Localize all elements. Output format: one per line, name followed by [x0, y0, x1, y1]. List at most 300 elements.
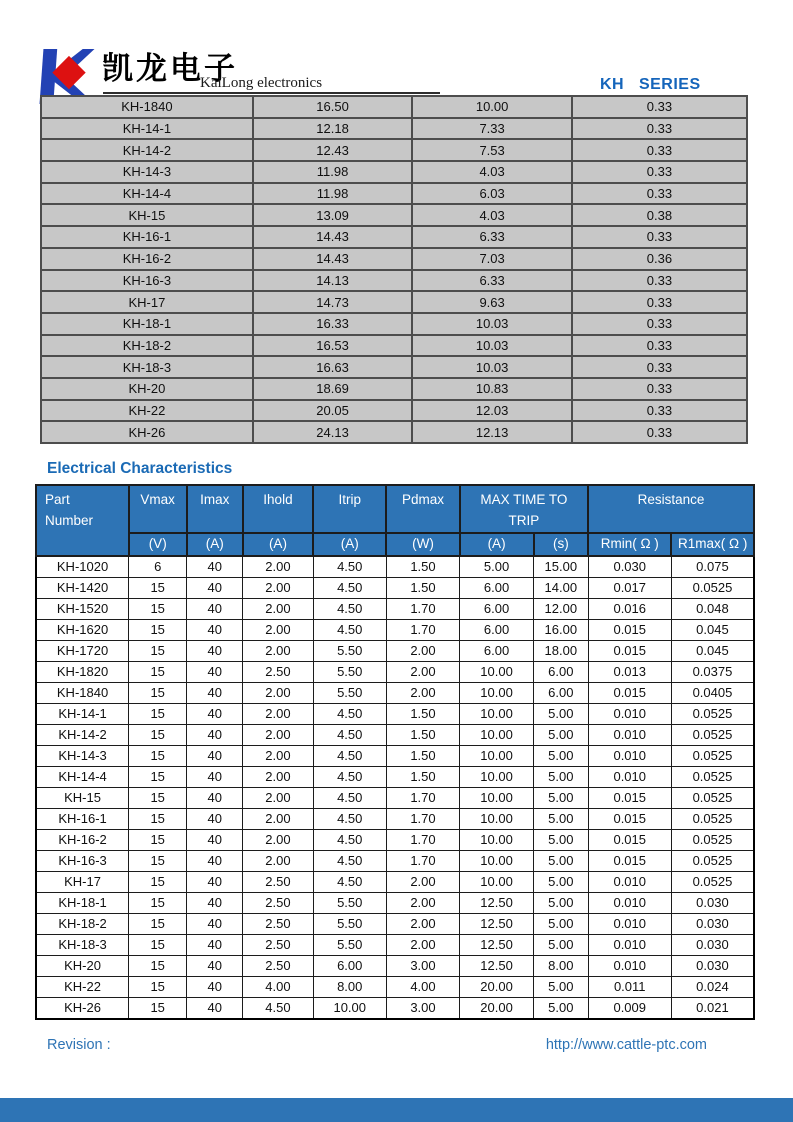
table-cell: 2.00 — [243, 850, 313, 871]
table-cell: 40 — [187, 703, 243, 724]
table-cell: 2.00 — [386, 661, 459, 682]
table-cell: 0.33 — [572, 378, 747, 400]
table-row — [41, 161, 747, 183]
table-cell: 0.015 — [588, 808, 671, 829]
table-cell: 0.33 — [572, 356, 747, 378]
table-cell: 0.0525 — [671, 766, 754, 787]
table-cell: 4.00 — [386, 976, 459, 997]
table-row — [36, 997, 754, 1019]
table-cell: 15 — [129, 661, 187, 682]
table-cell: 1.50 — [386, 766, 459, 787]
table-cell: 0.010 — [588, 871, 671, 892]
table-cell: 0.0525 — [671, 871, 754, 892]
table-cell: 0.0525 — [671, 808, 754, 829]
table-cell: 10.00 — [460, 682, 534, 703]
table-cell: 0.010 — [588, 745, 671, 766]
table-cell: 0.021 — [671, 997, 754, 1019]
table-cell: 0.0525 — [671, 724, 754, 745]
table-cell: 5.00 — [534, 913, 589, 934]
brand-name-english: KaiLong electronics — [200, 75, 323, 91]
table-cell: 18.00 — [534, 640, 589, 661]
table-row — [41, 291, 747, 313]
table-cell: 0.33 — [572, 400, 747, 422]
table-cell: KH-20 — [36, 955, 129, 976]
table-cell: 6.00 — [534, 682, 589, 703]
table-cell: 0.0375 — [671, 661, 754, 682]
table-row — [36, 829, 754, 850]
unit-rmin: Rmin( Ω ) — [588, 533, 671, 556]
table-cell: 4.50 — [313, 850, 386, 871]
table-cell: 15 — [129, 871, 187, 892]
table-row — [36, 598, 754, 619]
table-cell: 14.73 — [253, 291, 413, 313]
table-cell: 2.00 — [243, 703, 313, 724]
table-cell: 0.33 — [572, 291, 747, 313]
table-cell: 0.010 — [588, 934, 671, 955]
table-cell: 40 — [187, 556, 243, 578]
table-cell: 0.024 — [671, 976, 754, 997]
table-cell: 15 — [129, 682, 187, 703]
table-cell: 24.13 — [253, 421, 413, 443]
table-cell: 40 — [187, 829, 243, 850]
table-cell: KH-1620 — [36, 619, 129, 640]
table-cell: 40 — [187, 787, 243, 808]
table-cell: 0.013 — [588, 661, 671, 682]
table-cell: 5.00 — [534, 724, 589, 745]
table-cell: KH-16-2 — [41, 248, 253, 270]
table-cell: 40 — [187, 745, 243, 766]
table-cell: 4.00 — [243, 976, 313, 997]
table-cell: 40 — [187, 619, 243, 640]
table-cell: 5.50 — [313, 661, 386, 682]
table-cell: 40 — [187, 913, 243, 934]
table-cell: KH-14-2 — [36, 724, 129, 745]
table-cell: 2.00 — [386, 682, 459, 703]
unit-itrip: (A) — [313, 533, 386, 556]
table-cell: KH-14-4 — [41, 183, 253, 205]
table-cell: KH-17 — [41, 291, 253, 313]
website-link[interactable]: http://www.cattle-ptc.com — [545, 1037, 707, 1053]
table-cell: 2.00 — [243, 829, 313, 850]
table-cell: KH-20 — [41, 378, 253, 400]
table-cell: 2.00 — [243, 640, 313, 661]
table-cell: 0.0405 — [671, 682, 754, 703]
table-cell: KH-18-1 — [36, 892, 129, 913]
table-cell: 2.00 — [243, 787, 313, 808]
table-cell: 4.50 — [313, 556, 386, 578]
table-cell: 5.00 — [534, 850, 589, 871]
table-cell: 3.00 — [386, 955, 459, 976]
table-cell: 7.33 — [412, 118, 572, 140]
table-cell: 40 — [187, 976, 243, 997]
table-cell: 0.015 — [588, 640, 671, 661]
table-cell: 15 — [129, 997, 187, 1019]
table-cell: 10.00 — [460, 766, 534, 787]
table-row — [41, 400, 747, 422]
table-cell: 0.010 — [588, 766, 671, 787]
table-cell: 5.50 — [313, 934, 386, 955]
table-cell: 0.045 — [671, 619, 754, 640]
table-cell: KH-18-2 — [41, 335, 253, 357]
table-cell: 0.010 — [588, 724, 671, 745]
max-time-line2: TRIP — [508, 512, 540, 528]
table-row — [41, 183, 747, 205]
table-cell: 0.030 — [671, 913, 754, 934]
col-header-max-time-to-trip — [460, 485, 589, 533]
table-cell: KH-22 — [41, 400, 253, 422]
table-cell: KH-18-3 — [36, 934, 129, 955]
electrical-characteristics-title: Electrical Characteristics — [47, 460, 233, 477]
table-cell: 10.00 — [460, 808, 534, 829]
table-cell: 0.075 — [671, 556, 754, 578]
table-cell: 5.00 — [460, 556, 534, 578]
table-cell: 5.50 — [313, 913, 386, 934]
table-cell: 0.015 — [588, 850, 671, 871]
table-cell: 40 — [187, 892, 243, 913]
table-cell: 5.00 — [534, 934, 589, 955]
table-cell: KH-14-1 — [41, 118, 253, 140]
col-header-pdmax: Pdmax — [386, 485, 459, 533]
table-cell: 4.50 — [313, 766, 386, 787]
table-row — [41, 226, 747, 248]
brand-name-chinese: 凯龙电子 — [102, 51, 238, 87]
table-cell: 0.045 — [671, 640, 754, 661]
table-cell: 6.00 — [460, 577, 534, 598]
table-cell: 2.50 — [243, 934, 313, 955]
table-cell: 0.38 — [572, 204, 747, 226]
table-cell: 10.03 — [412, 313, 572, 335]
table-row — [36, 766, 754, 787]
table-row — [36, 892, 754, 913]
table-cell: 0.015 — [588, 619, 671, 640]
table-cell: 16.00 — [534, 619, 589, 640]
table-row — [36, 955, 754, 976]
table-cell: 14.43 — [253, 248, 413, 270]
table-cell: 16.53 — [253, 335, 413, 357]
table-cell: 12.50 — [460, 934, 534, 955]
unit-r1max: R1max( Ω ) — [671, 533, 754, 556]
table-row — [36, 976, 754, 997]
table-cell: 0.030 — [671, 955, 754, 976]
table-cell: 0.010 — [588, 892, 671, 913]
table-cell: 15 — [129, 598, 187, 619]
table-cell: 0.010 — [588, 703, 671, 724]
table-cell: 0.048 — [671, 598, 754, 619]
letterhead-rule — [103, 92, 440, 94]
table-cell: 0.33 — [572, 270, 747, 292]
table-cell: 10.00 — [460, 724, 534, 745]
table-row — [36, 745, 754, 766]
table-cell: KH-14-3 — [36, 745, 129, 766]
table-cell: KH-16-1 — [36, 808, 129, 829]
table-cell: 10.00 — [412, 96, 572, 118]
table-cell: 14.43 — [253, 226, 413, 248]
table-row — [36, 934, 754, 955]
table-cell: 11.98 — [253, 161, 413, 183]
table-cell: 10.03 — [412, 356, 572, 378]
table-cell: 14.13 — [253, 270, 413, 292]
table-cell: 5.00 — [534, 703, 589, 724]
table-cell: 40 — [187, 598, 243, 619]
table-cell: 2.00 — [243, 577, 313, 598]
table-cell: 40 — [187, 640, 243, 661]
table-cell: 0.015 — [588, 829, 671, 850]
table-cell: 5.00 — [534, 997, 589, 1019]
table-cell: 0.017 — [588, 577, 671, 598]
table-cell: 4.50 — [313, 724, 386, 745]
table-cell: 10.00 — [313, 997, 386, 1019]
table-cell: 5.50 — [313, 640, 386, 661]
col-header-ihold: Ihold — [243, 485, 313, 533]
table-cell: 2.00 — [243, 598, 313, 619]
table-cell: 4.03 — [412, 161, 572, 183]
table-row — [36, 661, 754, 682]
table-cell: 4.50 — [313, 598, 386, 619]
table-row — [41, 139, 747, 161]
table-cell: 4.50 — [313, 871, 386, 892]
table-row — [41, 248, 747, 270]
table-cell: 0.015 — [588, 682, 671, 703]
table-cell: 0.33 — [572, 421, 747, 443]
table-cell: 0.010 — [588, 913, 671, 934]
table-cell: 2.00 — [386, 640, 459, 661]
table-cell: 12.13 — [412, 421, 572, 443]
table-cell: 10.00 — [460, 850, 534, 871]
table-cell: 15 — [129, 577, 187, 598]
col-header-part-number — [36, 485, 129, 556]
table-cell: 0.0525 — [671, 703, 754, 724]
table-cell: 5.00 — [534, 976, 589, 997]
unit-trip-time: (s) — [534, 533, 589, 556]
table-cell: 15 — [129, 934, 187, 955]
table-cell: 1.70 — [386, 829, 459, 850]
table-cell: 15 — [129, 745, 187, 766]
table-cell: KH-15 — [36, 787, 129, 808]
table-cell: KH-16-3 — [41, 270, 253, 292]
table-cell: 1.70 — [386, 619, 459, 640]
table-row — [36, 787, 754, 808]
table-cell: KH-18-1 — [41, 313, 253, 335]
table-cell: 0.0525 — [671, 745, 754, 766]
col-header-resistance: Resistance — [588, 485, 754, 533]
table-cell: 12.43 — [253, 139, 413, 161]
table-cell: 12.50 — [460, 913, 534, 934]
table-cell: KH-1020 — [36, 556, 129, 578]
table-cell: 0.0525 — [671, 829, 754, 850]
table-cell: 0.030 — [588, 556, 671, 578]
table-row — [36, 640, 754, 661]
revision-label: Revision : — [47, 1037, 111, 1053]
table-row — [36, 619, 754, 640]
table-cell: 6.33 — [412, 226, 572, 248]
table-cell: 5.50 — [313, 682, 386, 703]
table-cell: 4.50 — [313, 829, 386, 850]
table-cell: KH-15 — [41, 204, 253, 226]
table-cell: 15 — [129, 976, 187, 997]
table-cell: 1.50 — [386, 724, 459, 745]
table-cell: KH-1840 — [41, 96, 253, 118]
table-cell: KH-1840 — [36, 682, 129, 703]
table-cell: 40 — [187, 871, 243, 892]
table-cell: KH-22 — [36, 976, 129, 997]
table-row — [36, 724, 754, 745]
table-cell: 1.70 — [386, 808, 459, 829]
table-cell: 6.00 — [534, 661, 589, 682]
table-cell: 10.00 — [460, 871, 534, 892]
table-cell: 2.50 — [243, 661, 313, 682]
table-cell: 2.00 — [243, 766, 313, 787]
table-cell: 13.09 — [253, 204, 413, 226]
table-cell: 2.50 — [243, 913, 313, 934]
table-cell: 16.33 — [253, 313, 413, 335]
table-cell: 1.70 — [386, 787, 459, 808]
table-cell: 2.50 — [243, 955, 313, 976]
table-cell: 2.00 — [243, 745, 313, 766]
table-cell: 40 — [187, 955, 243, 976]
table-row — [41, 270, 747, 292]
table-cell: 15 — [129, 892, 187, 913]
table-row — [36, 808, 754, 829]
table-cell: 10.00 — [460, 745, 534, 766]
table-cell: 4.50 — [313, 703, 386, 724]
unit-pdmax: (W) — [386, 533, 459, 556]
table-cell: 2.50 — [243, 892, 313, 913]
table-cell: 12.50 — [460, 955, 534, 976]
table-cell: 40 — [187, 808, 243, 829]
table-cell: 0.33 — [572, 313, 747, 335]
table-cell: 1.70 — [386, 598, 459, 619]
table-cell: 0.010 — [588, 955, 671, 976]
table-cell: 1.50 — [386, 556, 459, 578]
table-cell: 0.0525 — [671, 577, 754, 598]
table-cell: 40 — [187, 724, 243, 745]
table-row — [36, 871, 754, 892]
table-row — [41, 118, 747, 140]
table-cell: 20.00 — [460, 997, 534, 1019]
table-cell: 5.00 — [534, 829, 589, 850]
table-cell: 4.50 — [313, 745, 386, 766]
table-cell: 2.00 — [386, 934, 459, 955]
table-cell: KH-14-2 — [41, 139, 253, 161]
table-cell: 10.00 — [460, 787, 534, 808]
table-row — [36, 577, 754, 598]
table-cell: KH-1520 — [36, 598, 129, 619]
table-cell: 6.00 — [460, 619, 534, 640]
table-cell: 2.00 — [243, 556, 313, 578]
table-cell: 5.00 — [534, 745, 589, 766]
table-cell: 15 — [129, 787, 187, 808]
table-row — [41, 356, 747, 378]
table-cell: 7.53 — [412, 139, 572, 161]
table-cell: 0.33 — [572, 139, 747, 161]
table-row — [36, 556, 754, 578]
table-cell: KH-17 — [36, 871, 129, 892]
table-cell: 5.00 — [534, 871, 589, 892]
table-cell: 6.03 — [412, 183, 572, 205]
table-cell: 14.00 — [534, 577, 589, 598]
col-header-part-line2: Number — [45, 512, 94, 528]
table-cell: KH-16-1 — [41, 226, 253, 248]
table-cell: 0.015 — [588, 787, 671, 808]
table-cell: 0.33 — [572, 161, 747, 183]
table-cell: 0.33 — [572, 118, 747, 140]
table-cell: 15 — [129, 766, 187, 787]
table-row — [36, 703, 754, 724]
table-cell: 9.63 — [412, 291, 572, 313]
table-cell: 3.00 — [386, 997, 459, 1019]
table-cell: KH-1720 — [36, 640, 129, 661]
table-cell: 12.00 — [534, 598, 589, 619]
table-cell: KH-26 — [36, 997, 129, 1019]
table-cell: 15.00 — [534, 556, 589, 578]
page-footer — [0, 1037, 793, 1053]
table-cell: KH-18-2 — [36, 913, 129, 934]
table-cell: 10.03 — [412, 335, 572, 357]
table-cell: 1.50 — [386, 577, 459, 598]
table-cell: KH-26 — [41, 421, 253, 443]
table-cell: 2.00 — [243, 724, 313, 745]
table-cell: 1.50 — [386, 745, 459, 766]
max-time-line1: MAX TIME TO — [480, 492, 568, 507]
table-row — [41, 421, 747, 443]
table-cell: 10.00 — [460, 703, 534, 724]
table-cell: 0.030 — [671, 934, 754, 955]
table-cell: KH-16-2 — [36, 829, 129, 850]
table-cell: 4.03 — [412, 204, 572, 226]
table-cell: 2.00 — [243, 682, 313, 703]
unit-trip-current: (A) — [460, 533, 534, 556]
col-header-part-line1: Part — [45, 492, 70, 507]
table-cell: 4.50 — [313, 619, 386, 640]
table-cell: 2.00 — [386, 913, 459, 934]
table-cell: 1.50 — [386, 703, 459, 724]
table-cell: 4.50 — [313, 808, 386, 829]
table-cell: 0.009 — [588, 997, 671, 1019]
table-cell: 10.00 — [460, 661, 534, 682]
table-cell: KH-1420 — [36, 577, 129, 598]
table-cell: 0.36 — [572, 248, 747, 270]
table-row — [36, 913, 754, 934]
table-cell: 0.0525 — [671, 850, 754, 871]
table-cell: 40 — [187, 682, 243, 703]
table-row — [41, 204, 747, 226]
col-header-imax: Imax — [187, 485, 243, 533]
table-cell: 8.00 — [313, 976, 386, 997]
footer-bar — [0, 1098, 793, 1122]
table-cell: 4.50 — [313, 787, 386, 808]
table-cell: KH-14-1 — [36, 703, 129, 724]
table-cell: 40 — [187, 934, 243, 955]
table-cell: 2.00 — [243, 619, 313, 640]
table-cell: 6 — [129, 556, 187, 578]
table-cell: 15 — [129, 850, 187, 871]
table-cell: 6.00 — [460, 598, 534, 619]
table-cell: KH-16-3 — [36, 850, 129, 871]
col-header-itrip: Itrip — [313, 485, 386, 533]
unit-vmax: (V) — [129, 533, 187, 556]
table-cell: 15 — [129, 808, 187, 829]
table-cell: 5.00 — [534, 808, 589, 829]
table-cell: 12.18 — [253, 118, 413, 140]
table-row — [41, 313, 747, 335]
table-row — [41, 378, 747, 400]
table-cell: 8.00 — [534, 955, 589, 976]
table-cell: 5.50 — [313, 892, 386, 913]
table-cell: 15 — [129, 913, 187, 934]
table-cell: 0.33 — [572, 96, 747, 118]
table-cell: 20.05 — [253, 400, 413, 422]
table-cell: 15 — [129, 955, 187, 976]
